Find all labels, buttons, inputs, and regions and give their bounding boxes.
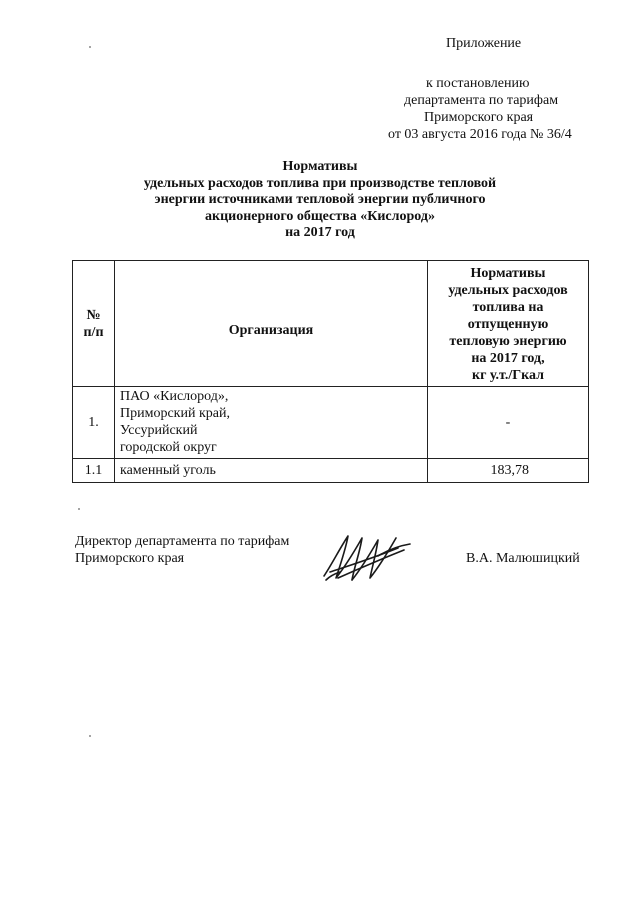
signatory-title-line-2: Приморского края	[75, 551, 185, 566]
norms-table	[72, 260, 589, 483]
title-line-3: энергии источниками тепловой энергии публичного	[154, 192, 486, 207]
title-line-4: акционерного общества «Кислород»	[205, 208, 435, 224]
title-line-2: удельных расходов топлива при производстве тепловой	[143, 175, 497, 191]
row-number: 1.1	[73, 459, 115, 483]
org-line: ПАО «Кислород»,	[120, 389, 229, 404]
header-norm-line: Нормативы	[470, 266, 546, 281]
header-number-line-1: №	[86, 307, 101, 323]
scan-speck	[89, 735, 91, 737]
scan-speck	[78, 508, 80, 510]
row-organization	[115, 387, 428, 459]
scan-speck	[89, 46, 91, 48]
header-norm	[428, 261, 589, 387]
header-organization: Организация	[115, 261, 428, 387]
row-organization	[115, 459, 428, 483]
header-norm-line: удельных расходов	[448, 283, 568, 298]
row-value: -	[428, 387, 589, 459]
document-title	[0, 159, 640, 242]
appendix-line-4: от 03 августа 2016 года № 36/4	[388, 127, 572, 142]
header-number	[73, 261, 115, 387]
row-value: 183,78	[428, 459, 589, 483]
org-line: городской округ	[120, 440, 217, 455]
handwritten-signature	[318, 526, 414, 586]
org-line: каменный уголь	[120, 463, 216, 478]
title-line-5: на 2017 год	[285, 225, 355, 240]
header-norm-line: отпущенную	[467, 317, 549, 332]
table-row	[73, 387, 589, 459]
header-norm-line: на 2017 год,	[471, 351, 545, 366]
header-number-line-2: п/п	[83, 324, 104, 340]
table-row	[73, 459, 589, 483]
signatory-name: В.А. Малюшицкий	[466, 551, 580, 566]
title-line-1: Нормативы	[282, 159, 358, 174]
header-norm-line: кг у.т./Гкал	[472, 368, 544, 383]
signatory-title-line-1: Директор департамента по тарифам	[75, 534, 290, 549]
header-norm-line: тепловую энергию	[449, 334, 567, 349]
org-line: Приморский край,	[120, 406, 230, 421]
org-line: Уссурийский	[120, 423, 198, 438]
table-header-row	[73, 261, 589, 387]
appendix-line-2: департамента по тарифам	[404, 93, 559, 108]
header-norm-line: топлива на	[472, 300, 544, 315]
appendix-line-3: Приморского края	[424, 110, 534, 125]
row-number: 1.	[73, 387, 115, 459]
appendix-label: Приложение	[446, 36, 522, 51]
appendix-line-1: к постановлению	[426, 76, 530, 91]
